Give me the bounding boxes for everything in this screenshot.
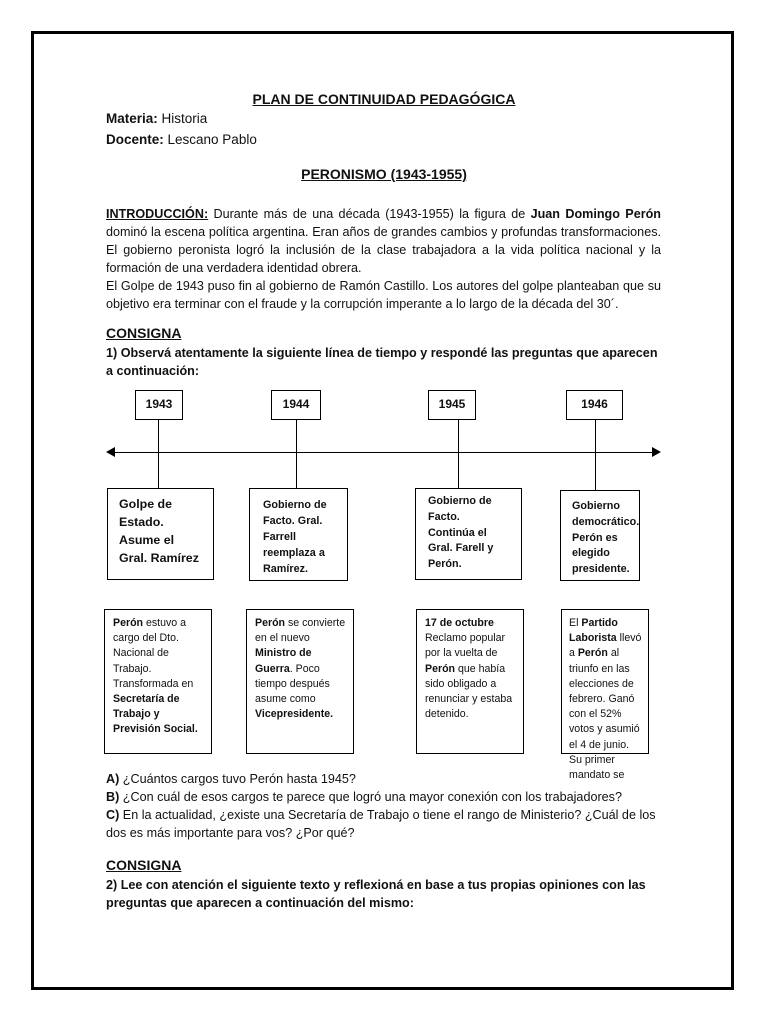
materia-line: [106, 111, 207, 126]
introduction: [106, 205, 661, 313]
event-box-1944: [249, 488, 348, 581]
intro-name-bold: Juan Domingo Perón: [530, 207, 661, 221]
section-title: PERONISMO (1943-1955): [301, 166, 467, 182]
intro-text-b: dominó la escena política argentina. Eran años de grandes cambios y profundas transformaciones. El gobierno peronista logró la inclusión de la clase trabajadora a la vida política nacional y la formación de una verdadera identidad obrera.: [106, 225, 661, 275]
question-text: ¿Con cuál de esos cargos te parece que logró una mayor conexión con los trabajadores?: [119, 790, 622, 804]
detail-bold: Perón: [255, 617, 286, 629]
docente-value: Lescano Pablo: [163, 132, 257, 147]
arrow-left-icon: [106, 447, 115, 457]
consigna-1-heading: CONSIGNA: [106, 325, 182, 341]
connector-1946: [595, 420, 596, 490]
intro-paragraph-2: El Golpe de 1943 puso fin al gobierno de Ramón Castillo. Los autores del golpe planteaban que su objetivo era terminar con el fraude y la corrupción imperante a lo largo de la década del 30´.: [106, 279, 661, 311]
question-a: [106, 770, 666, 788]
year-box-1944: 1944: [271, 390, 321, 420]
event-line: Facto.: [428, 510, 460, 523]
event-line: Estado.: [119, 515, 164, 529]
docente-label: Docente:: [106, 132, 164, 147]
event-line: Gral. Farell y: [428, 542, 494, 555]
question-label: A): [106, 772, 120, 786]
detail-bold: Vicepresidente.: [255, 708, 334, 721]
event-box-1943: [107, 488, 214, 580]
consigna-2-instruction: 2) Lee con atención el siguiente texto y reflexioná en base a tus propias opiniones con las preguntas que aparecen a continuación del mismo:: [106, 878, 646, 910]
detail-box-1943: [104, 609, 212, 754]
detail-box-1946: [561, 609, 649, 782]
detail-text: estuvo a cargo del Dto. Nacional de Trabajo. Transformada en: [113, 617, 194, 690]
detail-bold: Perón: [425, 662, 456, 675]
connector-1943: [158, 420, 159, 488]
event-line: Gobierno de: [263, 499, 327, 511]
detail-box-1944: [246, 609, 354, 754]
event-line: elegido: [572, 547, 610, 560]
detail-text: El: [569, 617, 582, 629]
questions: [106, 770, 666, 842]
detail-bold: Partido Laborista: [569, 617, 618, 645]
year-box-1945: 1945: [428, 390, 476, 420]
detail-bold: Perón: [577, 647, 608, 660]
question-text: En la actualidad, ¿existe una Secretaría de Trabajo o tiene el rango de Ministerio? ¿Cuál de los dos es más importante para vos? ¿Por qué?: [106, 808, 656, 840]
event-line: Farrell: [263, 531, 297, 543]
detail-text: Reclamo popular por la vuelta de: [425, 632, 506, 660]
detail-bold: Secretaría de Trabajo y Previsión Social.: [113, 693, 198, 736]
event-line: Perón es: [572, 531, 618, 544]
event-line: Facto. Gral.: [263, 515, 323, 527]
question-label: C): [106, 808, 120, 822]
connector-1945: [458, 420, 459, 488]
year-box-1946: 1946: [566, 390, 623, 420]
question-text: ¿Cuántos cargos tuvo Perón hasta 1945?: [119, 772, 356, 786]
detail-text: se convierte en el nuevo: [255, 617, 346, 645]
question-label: B): [106, 790, 120, 804]
event-line: Gral. Ramírez: [119, 551, 199, 565]
event-line: Asume el: [119, 533, 175, 547]
consigna-1-instruction: 1) Observá atentamente la siguiente línea de tiempo y respondé las preguntas que aparecen a continuación:: [106, 346, 658, 378]
event-line: Perón.: [428, 558, 462, 571]
event-line: reemplaza a: [263, 547, 325, 559]
event-box-1945: [415, 488, 522, 580]
event-line: Ramírez.: [263, 563, 309, 575]
document-title: PLAN DE CONTINUIDAD PEDAGÓGICA: [252, 91, 516, 107]
materia-value: Historia: [157, 111, 208, 126]
timeline-axis: [110, 452, 656, 453]
docente-line: [106, 132, 257, 147]
intro-text-a: Durante más de una década (1943-1955) la figura de: [208, 207, 531, 221]
detail-bold: Ministro de Guerra: [255, 647, 312, 675]
detail-bold: 17 de octubre: [425, 617, 494, 629]
event-line: Continúa el: [428, 526, 487, 539]
connector-1944: [296, 420, 297, 488]
materia-label: Materia:: [106, 111, 158, 126]
consigna-2-heading: CONSIGNA: [106, 857, 182, 873]
intro-label: INTRODUCCIÓN:: [106, 207, 209, 221]
detail-text: al triunfo en las elecciones de febrero. Ganó con el 52% votos y asumió el 4 de junio. Su primer mandato se: [569, 647, 640, 782]
event-line: Gobierno de: [428, 495, 492, 507]
intro-paragraph-1: [106, 205, 661, 277]
question-b: [106, 788, 666, 806]
event-line: presidente.: [572, 563, 630, 576]
year-box-1943: 1943: [135, 390, 183, 420]
question-c: [106, 806, 666, 842]
detail-bold: Perón: [113, 617, 144, 629]
detail-box-1945: [416, 609, 524, 754]
arrow-right-icon: [652, 447, 661, 457]
event-line: Gobierno: [572, 500, 620, 512]
detail-text: . Poco tiempo después asume como: [255, 662, 330, 706]
detail-text: que había sido obligado a renunciar y estaba detenido.: [425, 662, 513, 721]
event-box-1946: [560, 490, 640, 581]
detail-text: llevó a: [569, 632, 642, 660]
event-line: Golpe de: [119, 497, 173, 511]
event-line: democrático.: [572, 515, 640, 528]
